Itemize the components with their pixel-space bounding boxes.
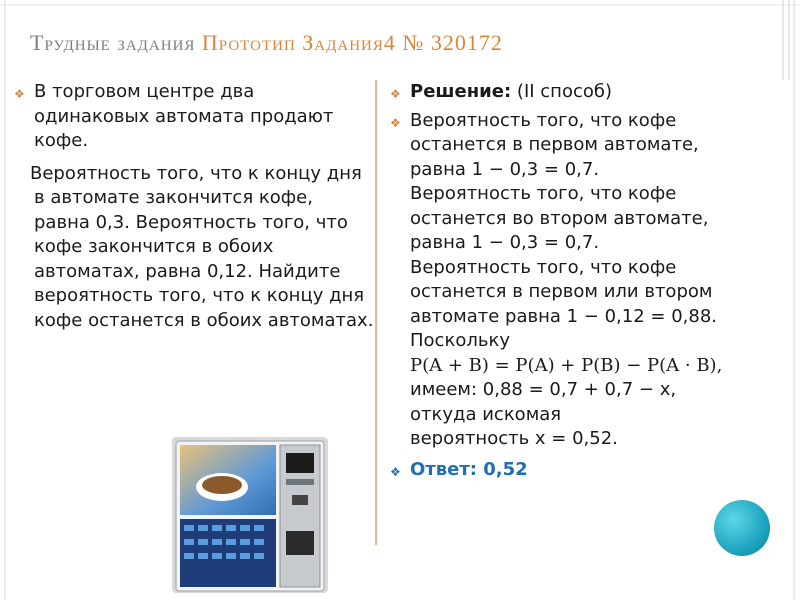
solution-line: Вероятность того, что кофе [410, 109, 677, 131]
solution-line: откуда искомая [410, 403, 562, 425]
decorative-circle-icon [714, 500, 770, 556]
solution-line: останется в первом автомате, [410, 134, 699, 155]
problem-text: Вероятность того, что к концу дня в автомате закончится кофе, равна 0,3. Вероятность того, что кофе закончится в обоих автоматах, равна 0,12. Найдите вероятность того, что к концу дня кофе останется в обоих автоматах. [30, 162, 374, 331]
bullet-icon: ❖ [14, 87, 25, 101]
solution-line: останется во втором автомате, [410, 207, 709, 229]
problem-intro-item [14, 80, 374, 154]
solution-line: Поскольку [410, 330, 510, 351]
title-part1: Трудные задания [30, 30, 196, 55]
answer-text: Ответ: 0,52 [410, 458, 528, 480]
solution-line: вероятность x = 0,52. [410, 428, 618, 449]
solution-line: имеем: 0,88 = 0,7 + 0,7 − x, [410, 379, 677, 400]
solution-header-item [390, 80, 780, 105]
solution-line: останется в первом или втором [410, 281, 713, 302]
column-divider [375, 80, 377, 545]
solution-line: равна 1 − 0,3 = 0,7. [410, 158, 600, 180]
bullet-icon: ❖ [390, 115, 401, 130]
bullet-icon: ❖ [390, 87, 401, 101]
coffee-vending-machine-image [172, 435, 330, 595]
slide-title [30, 30, 503, 56]
solution-label: Решение: [410, 81, 512, 102]
title-part2: Прототип Задания4 № 320172 [201, 30, 503, 55]
solution-formula: P(A + B) = P(A) + P(B) − P(A · B), [410, 354, 723, 376]
solution-method: (II способ) [516, 81, 612, 102]
solution-line: автомате равна 1 − 0,12 = 0,88. [410, 305, 717, 327]
solution-line: Вероятность того, что кофе [410, 183, 677, 204]
solution-line: Вероятность того, что кофе [410, 256, 677, 278]
solution-column [390, 80, 780, 484]
solution-line: равна 1 − 0,3 = 0,7. [410, 232, 600, 253]
solution-body-item [390, 109, 780, 452]
bullet-icon: ❖ [390, 464, 401, 479]
problem-column [14, 80, 374, 333]
problem-intro: В торговом центре два одинаковых автомата продают кофе. [34, 81, 334, 151]
answer-item [390, 458, 780, 483]
